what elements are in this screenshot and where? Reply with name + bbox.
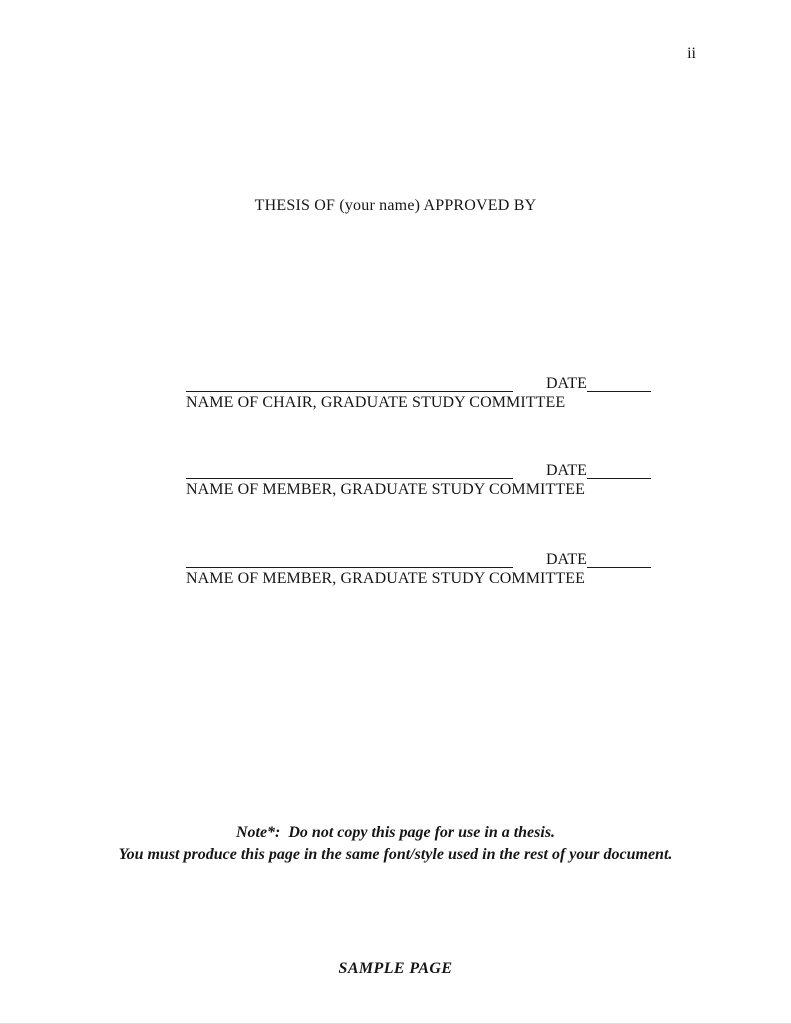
signature-caption: NAME OF CHAIR, GRADUATE STUDY COMMITTEE	[186, 394, 566, 411]
signature-line	[186, 550, 513, 568]
signature-block-chair	[186, 374, 656, 412]
sample-page-label: SAMPLE PAGE	[338, 960, 453, 977]
page-number: ii	[687, 45, 696, 62]
date-label: DATE	[546, 462, 587, 479]
date-label: DATE	[546, 551, 587, 568]
signature-block-member-1	[186, 461, 656, 499]
date-line	[587, 374, 651, 392]
signature-row	[186, 374, 656, 392]
date-line	[587, 550, 651, 568]
signature-caption: NAME OF MEMBER, GRADUATE STUDY COMMITTEE	[186, 570, 585, 587]
signature-row	[186, 550, 656, 568]
signature-line	[186, 374, 513, 392]
signature-row	[186, 461, 656, 479]
note-block	[0, 822, 791, 866]
page-title: THESIS OF (your name) APPROVED BY	[254, 197, 537, 214]
date-line	[587, 461, 651, 479]
signature-caption: NAME OF MEMBER, GRADUATE STUDY COMMITTEE	[186, 481, 585, 498]
signature-block-member-2	[186, 550, 656, 588]
signature-line	[186, 461, 513, 479]
note-line-2: You must produce this page in the same font/style used in the rest of your document.	[118, 846, 673, 863]
note-line-1: Note*: Do not copy this page for use in a thesis.	[235, 824, 556, 841]
date-label: DATE	[546, 375, 587, 392]
